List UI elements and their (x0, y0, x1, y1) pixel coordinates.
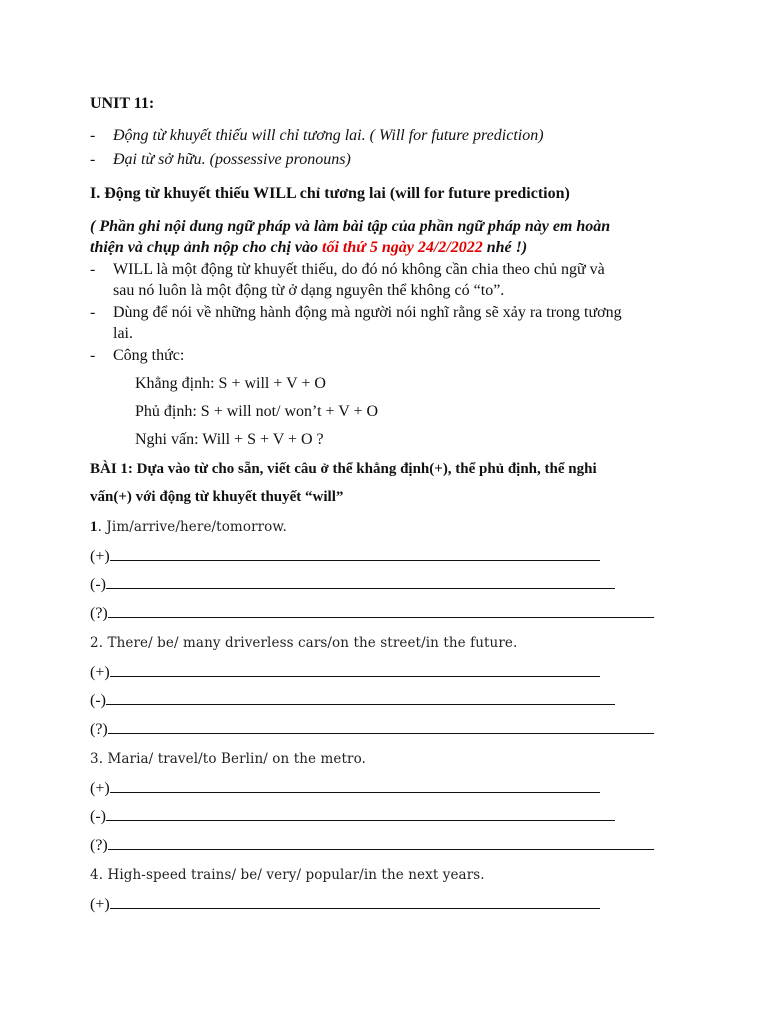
item-prompt: 2. There/ be/ many driverless cars/on the street/in the future. (90, 635, 518, 651)
section-heading: I. Động từ khuyết thiếu WILL chỉ tương lai (will for future prediction) (90, 185, 570, 202)
answer-blank[interactable] (110, 780, 600, 793)
answer-question (90, 605, 654, 623)
answer-affirmative (90, 664, 600, 682)
bullet-mark: - (90, 127, 96, 144)
answer-question (90, 721, 654, 739)
bullet-mark: - (90, 347, 96, 364)
answer-affirmative (90, 548, 600, 566)
answer-blank[interactable] (110, 548, 600, 561)
answer-blank[interactable] (108, 605, 654, 618)
answer-label: (-) (90, 576, 106, 593)
bullet-mark: - (90, 304, 96, 321)
answer-label: (+) (90, 548, 110, 565)
answer-blank[interactable] (110, 664, 600, 677)
answer-label: (?) (90, 837, 108, 854)
item-text: . Jim/arrive/here/tomorrow. (97, 519, 287, 535)
answer-affirmative (90, 896, 600, 914)
unit-title: UNIT 11: (90, 95, 155, 112)
answer-negative (90, 808, 615, 826)
grammar-bullet-1-line-2: sau nó luôn là một động từ ở dạng nguyên thể không có “to”. (113, 282, 505, 299)
grammar-bullet-1-line-1: WILL là một động từ khuyết thiếu, do đó nó không cần chia theo chủ ngữ và (113, 261, 605, 278)
answer-label: (?) (90, 721, 108, 738)
note-text: thiện và chụp ảnh nộp cho chị vào (90, 239, 323, 256)
grammar-bullet-3: Công thức: (113, 347, 185, 364)
answer-label: (?) (90, 605, 108, 622)
answer-label: (-) (90, 808, 106, 825)
answer-question (90, 837, 654, 855)
answer-blank[interactable] (106, 576, 615, 589)
formula-negative: Phủ định: S + will not/ won’t + V + O (135, 403, 379, 420)
formula-question: Nghi vấn: Will + S + V + O ? (135, 431, 324, 448)
exercise-line-1: BÀI 1: Dựa vào từ cho sẵn, viết câu ở thể khẳng định(+), thể phủ định, thể nghi (90, 461, 597, 477)
answer-blank[interactable] (110, 896, 600, 909)
note-line-1: ( Phần ghi nội dung ngữ pháp và làm bài tập của phần ngữ pháp này em hoàn (90, 218, 611, 235)
note-text-end: nhé !) (482, 239, 528, 256)
formula-affirmative: Khẳng định: S + will + V + O (135, 375, 326, 392)
intro-bullet-1: Động từ khuyết thiếu will chỉ tương lai. ( Will for future prediction) (113, 127, 544, 144)
bullet-mark: - (90, 261, 96, 278)
grammar-bullet-2-line-1: Dùng để nói về những hành động mà người nói nghĩ rằng sẽ xảy ra trong tương (113, 304, 622, 321)
answer-affirmative (90, 780, 600, 798)
answer-blank[interactable] (108, 721, 654, 734)
answer-label: (-) (90, 692, 106, 709)
item-number: 1 (90, 519, 98, 535)
answer-negative (90, 576, 615, 594)
intro-bullet-2: Đại từ sở hữu. (possessive pronouns) (113, 151, 351, 168)
item-prompt: 3. Maria/ travel/to Berlin/ on the metro. (90, 751, 366, 767)
deadline-text: tối thứ 5 ngày 24/2/2022 (322, 239, 483, 256)
grammar-bullet-2-line-2: lai. (113, 325, 133, 342)
note-line-2 (90, 239, 527, 257)
answer-blank[interactable] (108, 837, 654, 850)
answer-negative (90, 692, 615, 710)
bullet-mark: - (90, 151, 96, 168)
answer-blank[interactable] (106, 808, 615, 821)
answer-label: (+) (90, 896, 110, 913)
exercise-line-2: vấn(+) với động từ khuyết thuyết “will” (90, 489, 344, 505)
answer-blank[interactable] (106, 692, 615, 705)
answer-label: (+) (90, 664, 110, 681)
item-prompt (90, 519, 287, 536)
answer-label: (+) (90, 780, 110, 797)
item-prompt: 4. High-speed trains/ be/ very/ popular/in the next years. (90, 867, 485, 883)
